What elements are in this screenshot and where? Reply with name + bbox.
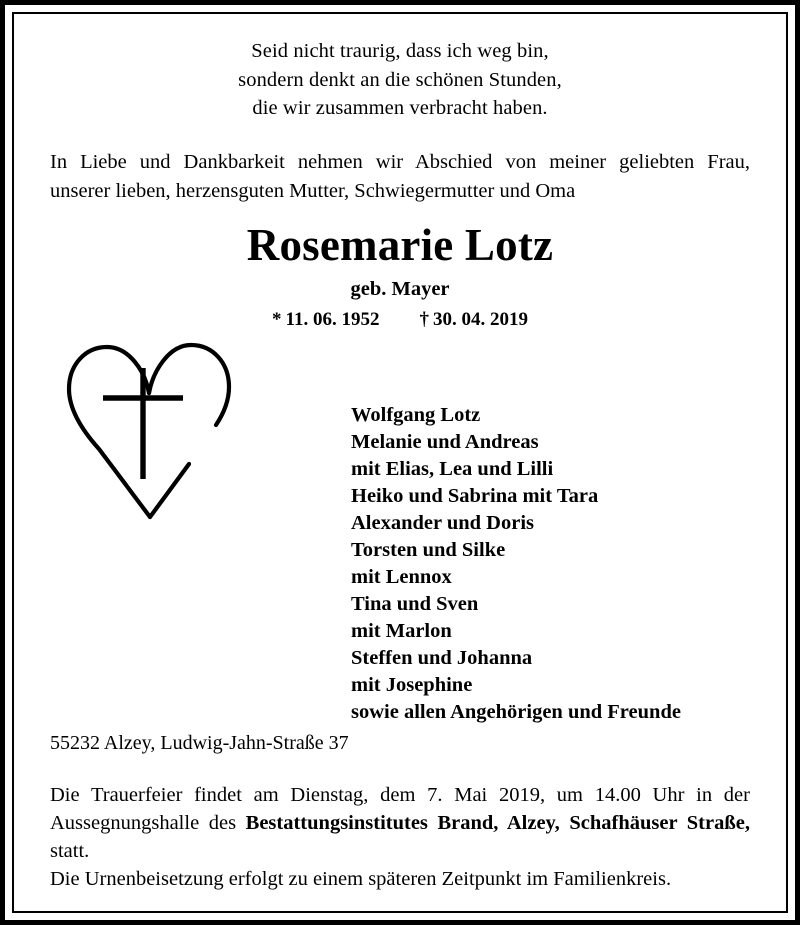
maiden-name: geb. Mayer xyxy=(350,277,450,300)
introduction-text xyxy=(50,123,750,206)
funeral-service-info xyxy=(50,781,750,865)
list-item: mit Elias, Lea und Lilli xyxy=(351,457,554,480)
intro-line-2: unserer lieben, herzensguten Mutter, Schwiegermutter und Oma xyxy=(50,179,576,202)
verse-line-3: die wir zusammen verbracht haben. xyxy=(252,97,548,119)
verse-line-1: Seid nicht traurig, dass ich weg bin, xyxy=(251,40,549,62)
service-paragraph xyxy=(50,781,750,865)
death-date-group xyxy=(419,309,528,330)
list-item: Heiko und Sabrina mit Tara xyxy=(351,484,599,507)
obituary-sheet xyxy=(14,14,786,911)
family-address: 55232 Alzey, Ludwig-Jahn-Straße 37 xyxy=(50,731,349,754)
list-item: sowie allen Angehörigen und Freunde xyxy=(351,700,681,723)
list-item: mit Josephine xyxy=(351,673,473,696)
birth-date-group xyxy=(272,309,379,330)
verse-line-2: sondern denkt an die schönen Stunden, xyxy=(238,68,562,91)
list-item: Alexander und Doris xyxy=(351,511,535,534)
symbol-and-mourners-area xyxy=(14,335,786,730)
deceased-name-block xyxy=(14,219,786,333)
heart-with-cross-icon xyxy=(59,331,239,531)
list-item: mit Marlon xyxy=(351,619,452,642)
list-item: mit Lennox xyxy=(351,565,452,588)
mourners-list xyxy=(351,402,681,726)
list-item: Torsten und Silke xyxy=(351,538,506,561)
birth-date: 11. 06. 1952 xyxy=(285,308,380,330)
service-text-part1: Die Trauerfeier findet am Dienstag, dem 7. Mai 2019, um 14.00 Uhr in der Aussegnungshalle des xyxy=(50,783,750,834)
service-text-part3: statt. xyxy=(50,839,90,862)
list-item: Wolfgang Lotz xyxy=(351,403,481,426)
deceased-name: Rosemarie Lotz xyxy=(246,219,554,270)
list-item: Tina und Sven xyxy=(351,592,479,615)
list-item: Steffen und Johanna xyxy=(351,646,533,669)
funeral-home-details: Bestattungsinstitutes Brand, Alzey, Schafhäuser Straße, xyxy=(245,811,750,834)
urn-burial-note: Die Urnenbeisetzung erfolgt zu einem späteren Zeitpunkt im Familienkreis. xyxy=(50,867,672,890)
life-dates xyxy=(14,307,786,333)
list-item: Melanie und Andreas xyxy=(351,430,539,453)
death-date: 30. 04. 2019 xyxy=(432,308,528,330)
intro-line-1: In Liebe und Dankbarkeit nehmen wir Abschied von meiner geliebten Frau, xyxy=(50,150,750,173)
memorial-verse xyxy=(14,14,786,123)
cross-dagger-icon: † xyxy=(419,308,429,330)
birth-star-icon: * xyxy=(272,308,282,330)
